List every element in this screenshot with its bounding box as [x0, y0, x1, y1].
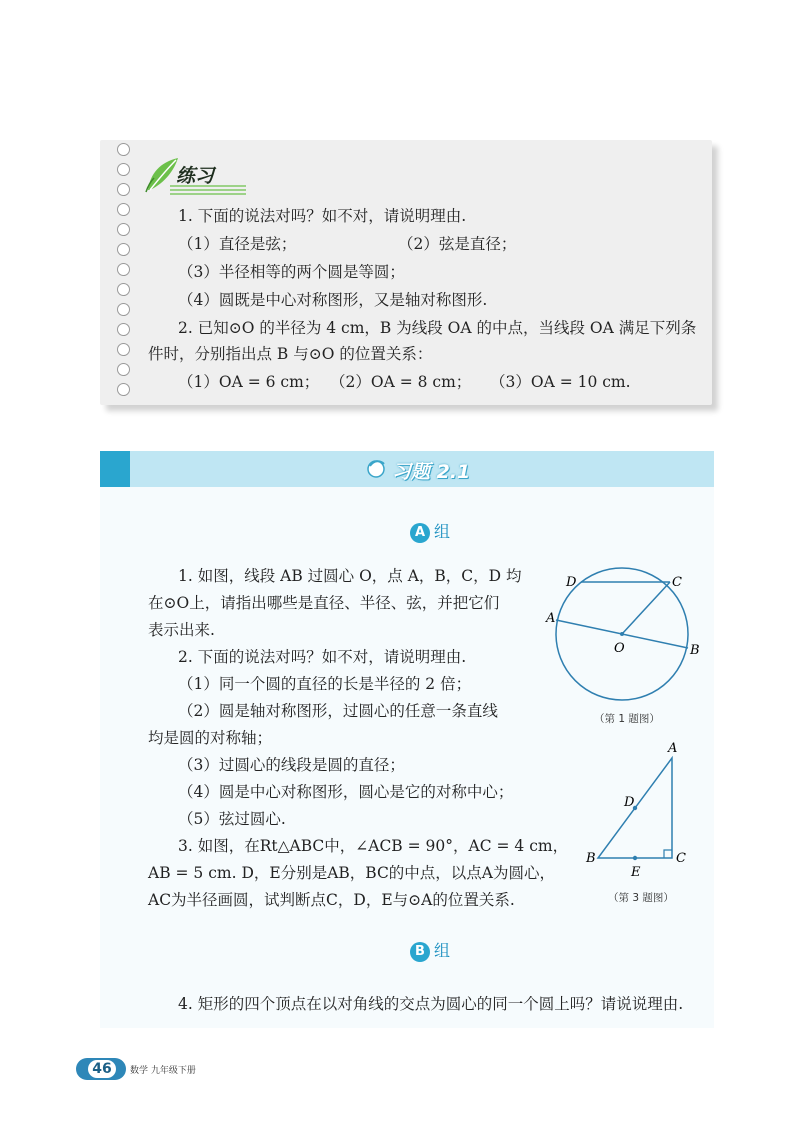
exercise-line: 4. 矩形的四个顶点在以对角线的交点为圆心的同一个圆上吗？请说说理由.	[178, 995, 684, 1013]
point-e	[633, 856, 637, 860]
ring-icon	[117, 383, 130, 396]
label-d: D	[624, 795, 635, 810]
ring-icon	[117, 363, 130, 376]
group-b-heading	[410, 938, 450, 962]
figure-1-caption: （第 1 题图）	[594, 713, 660, 725]
exercise-line: 2. 下面的说法对吗？如不对，请说明理由.	[178, 648, 467, 666]
exercise-icon	[364, 456, 388, 480]
ring-icon	[117, 183, 130, 196]
ring-icon	[117, 343, 130, 356]
practice-line: （1）OA = 6 cm；	[178, 373, 320, 391]
group-b-badge: B	[410, 942, 430, 962]
group-a-badge: A	[410, 523, 430, 543]
exercise-line: 3. 如图，在Rt△ABC中，∠ACB = 90°，AC = 4 cm，	[178, 837, 569, 855]
practice-line: （1）直径是弦；	[178, 235, 297, 253]
label-e: E	[631, 865, 641, 878]
exercise-line: AC为半径画圆，试判断点C，D，E与⊙A的位置关系.	[148, 891, 515, 909]
right-angle-mark	[664, 850, 672, 858]
exercise-line: （2）圆是轴对称图形，过圆心的任意一条直线	[178, 702, 498, 720]
practice-line: 2. 已知⊙O 的半径为 4 cm，B 为线段 OA 的中点，当线段 OA 满足下列条	[178, 319, 697, 337]
practice-line: （3）半径相等的两个圆是等圆；	[178, 263, 405, 281]
exercise-line: 均是圆的对称轴；	[148, 729, 273, 747]
label-a: A	[546, 611, 556, 626]
label-d: D	[566, 575, 577, 590]
book-title: 数学 九年级下册	[130, 1066, 196, 1076]
practice-line: （3）OA = 10 cm.	[490, 373, 631, 391]
banner-accent-block	[100, 451, 130, 487]
practice-line: （2）OA = 8 cm；	[330, 373, 472, 391]
label-a: A	[668, 741, 678, 756]
ring-icon	[117, 303, 130, 316]
figure-1-circle	[540, 560, 720, 710]
label-b: B	[586, 851, 596, 866]
exercise-line: （4）圆是中心对称图形，圆心是它的对称中心；	[178, 783, 514, 801]
ring-icon	[117, 203, 130, 216]
exercise-line: （1）同一个圆的直径的长是半径的 2 倍；	[178, 675, 472, 693]
practice-line: 1. 下面的说法对吗？如不对，请说明理由.	[178, 207, 467, 225]
ring-icon	[117, 143, 130, 156]
ring-icon	[117, 323, 130, 336]
radius-oc	[622, 582, 670, 634]
exercise-line: （3）过圆心的线段是圆的直径；	[178, 756, 405, 774]
page-number: 46	[88, 1060, 116, 1078]
exercise-title: 习题 2.1	[392, 461, 471, 483]
label-c: C	[672, 575, 682, 590]
ring-icon	[117, 243, 130, 256]
ring-icon	[117, 163, 130, 176]
label-c: C	[676, 851, 686, 866]
group-b-label: 组	[434, 941, 451, 960]
figure-3-triangle	[580, 738, 690, 878]
group-a-label: 组	[434, 522, 451, 541]
ring-icon	[117, 223, 130, 236]
practice-line: （2）弦是直径；	[398, 235, 517, 253]
exercise-line: （5）弦过圆心.	[178, 810, 286, 828]
exercise-line: 1. 如图，线段 AB 过圆心 O，点 A，B，C，D 均	[178, 567, 522, 585]
figure-3-caption: （第 3 题图）	[608, 892, 674, 904]
exercise-line: 表示出来.	[148, 621, 215, 639]
practice-line: 件时，分别指出点 B 与⊙O 的位置关系：	[148, 345, 433, 363]
exercise-line: 在⊙O上，请指出哪些是直径、半径、弦，并把它们	[148, 594, 500, 612]
ring-icon	[117, 283, 130, 296]
center-point	[620, 632, 624, 636]
practice-title: 练习	[176, 165, 215, 187]
exercise-line: AB = 5 cm. D，E分别是AB，BC的中点，以点A为圆心，	[148, 864, 556, 882]
ring-icon	[117, 263, 130, 276]
label-o: O	[614, 641, 625, 656]
label-b: B	[690, 643, 700, 658]
group-a-heading	[410, 519, 450, 543]
title-underline	[170, 184, 248, 196]
practice-line: （4）圆既是中心对称图形，又是轴对称图形.	[178, 291, 488, 309]
